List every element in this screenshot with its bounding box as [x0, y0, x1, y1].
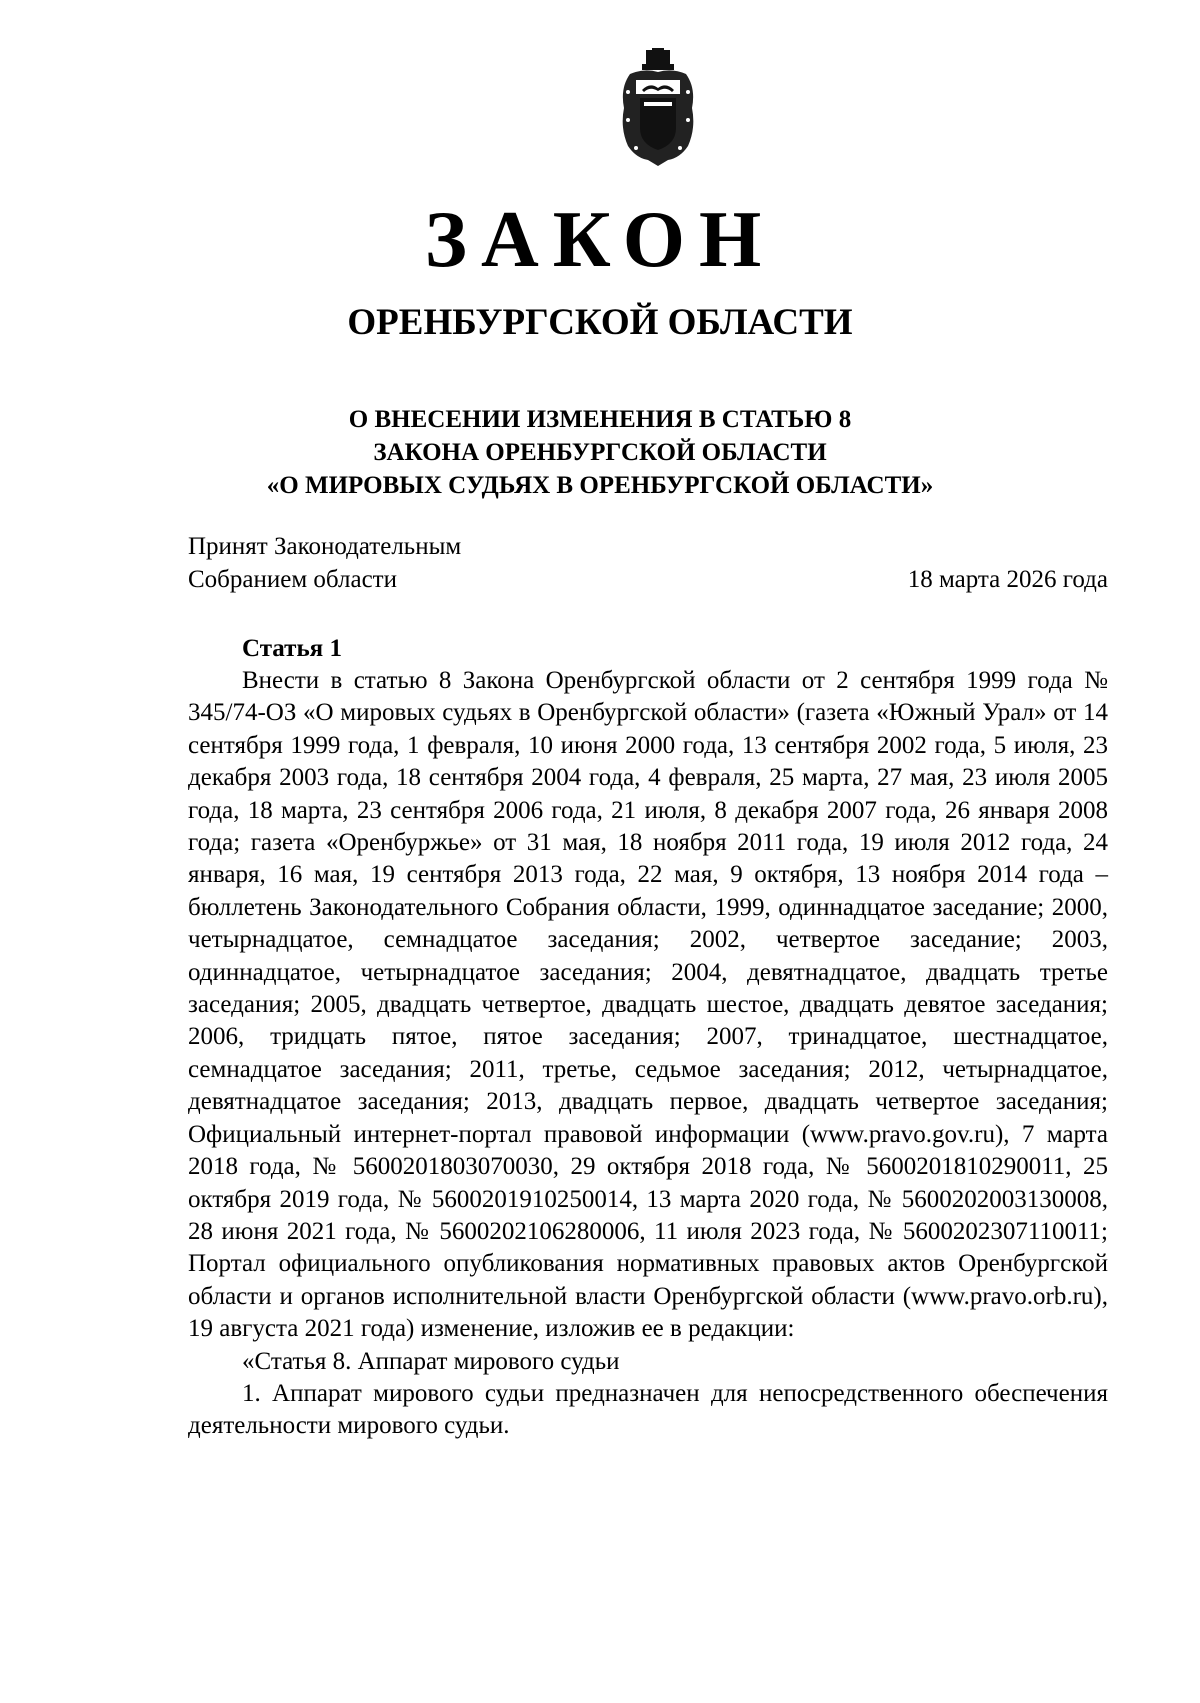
adoption-date: 18 марта 2026 года — [907, 566, 1108, 593]
article-body — [188, 665, 1108, 1443]
adoption-line: Собранием области — [188, 566, 397, 593]
law-heading-line: ЗАКОНА ОРЕНБУРГСКОЙ ОБЛАСТИ — [373, 439, 827, 466]
law-region-subtitle: ОРЕНБУРГСКОЙ ОБЛАСТИ — [347, 302, 853, 343]
law-heading — [0, 403, 1200, 502]
law-title: ЗАКОН — [424, 196, 776, 284]
article-paragraph: 1. Аппарат мирового судьи предназначен для непосредственного обеспечения деятельности мирового судьи. — [188, 1379, 1108, 1440]
article-paragraph: Внести в статью 8 Закона Оренбургской области от 2 сентября 1999 года № 345/74-ОЗ «О мировых судьях в Оренбургской области» (газета «Южный Урал» от 14 сентября 1999 года, 1 февраля, 10 июня 2000 года, 13 сентября 2002 года, 5 июля, 23 декабря 2003 года, 18 сентября 2004 года, 4 февраля, 25 марта, 27 мая, 23 июля 2005 года, 18 марта, 23 сентября 2006 года, 21 июля, 8 декабря 2007 года, 26 января 2008 года; газета «Оренбуржье» от 31 мая, 18 ноября 2011 года, 19 июля 2012 года, 24 января, 16 мая, 19 сентября 2013 года, 22 мая, 9 октября, 13 ноября 2014 года – бюллетень Законодательного Собрания области, 1999, одиннадцатое заседание; 2000, четырнадцатое, семнадцатое заседания; 2002, четвертое заседание; 2003, одиннадцатое, четырнадцатое заседания; 2004, девятнадцатое, двадцать третье заседания; 2005, двадцать четвертое, двадцать шестое, двадцать девятое заседания; 2006, тридцать пятое, пятое заседания; 2007, тринадцатое, шестнадцатое, семнадцатое заседания; 2011, третье, седьмое заседания; 2012, четырнадцатое, девятнадцатое заседания; 2013, двадцать первое, двадцать четвертое заседания; Официальный интернет-портал правовой информации (www.pravo.gov.ru), 7 марта 2018 года, № 5600201803070030, 29 октября 2018 года, № 5600201810290011, 25 октября 2019 года, № 5600201910250014, 13 марта 2020 года, № 5600202003130008, 28 июня 2021 года, № 5600202106280006, 11 июля 2023 года, № 5600202307110011; Портал официального опубликования нормативных правовых актов Оренбургской области и органов исполнительной власти Оренбургской области (www.pravo.orb.ru), 19 августа 2021 года) изменение, изложив ее в редакции: — [188, 667, 1108, 1343]
law-heading-line: «О МИРОВЫХ СУДЬЯХ В ОРЕНБУРГСКОЙ ОБЛАСТИ» — [266, 472, 934, 499]
adoption-line: Принят Законодательным — [188, 533, 462, 560]
article-paragraph: «Статья 8. Аппарат мирового судьи — [242, 1347, 620, 1375]
adoption-note — [188, 530, 461, 596]
article-title: Статья 1 — [242, 635, 342, 662]
law-heading-line: О ВНЕСЕНИИ ИЗМЕНЕНИЯ В СТАТЬЮ 8 — [348, 406, 852, 433]
coat-of-arms-icon — [616, 48, 700, 170]
